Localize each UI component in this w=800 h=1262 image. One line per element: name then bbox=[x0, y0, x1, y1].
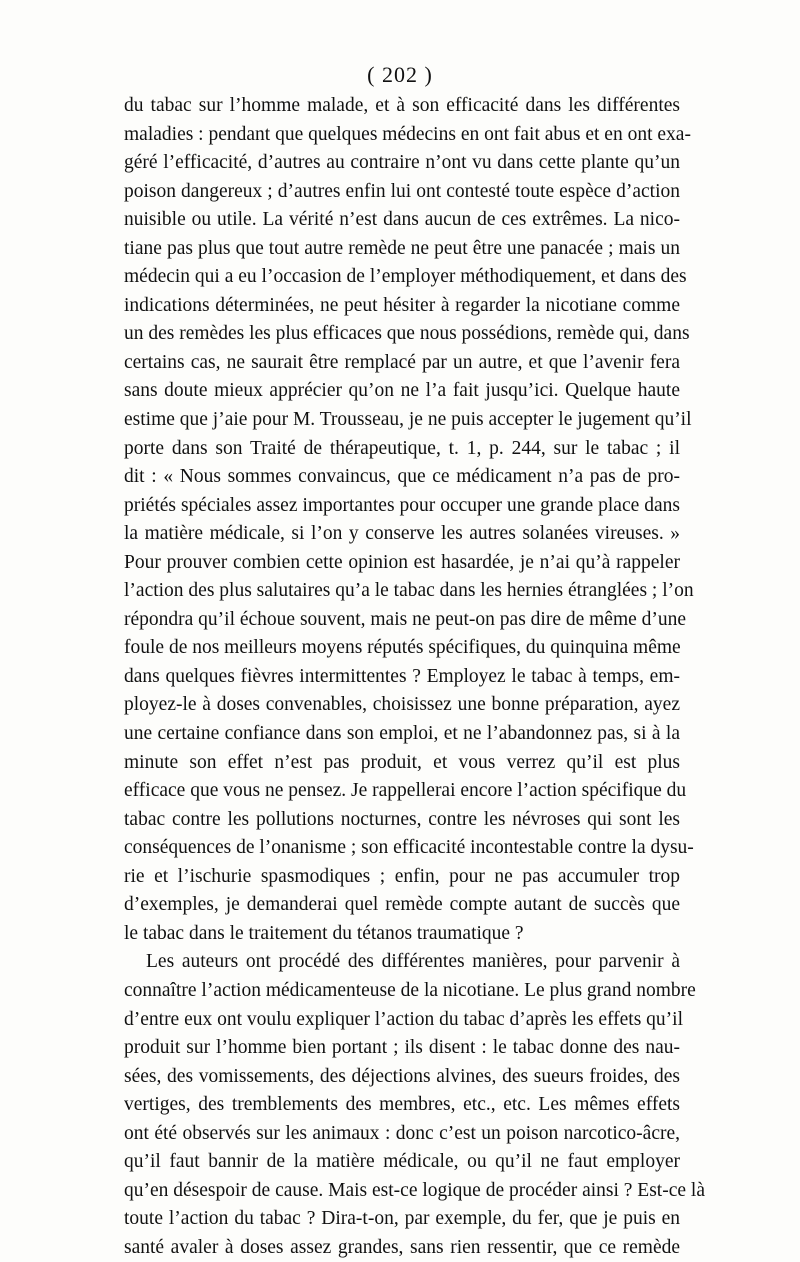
text-line: ont été observés sur les animaux : donc c’est un poison narcotico-âcre, bbox=[124, 1122, 680, 1144]
text-line: certains cas, ne saurait être remplacé par un autre, et que l’avenir fera bbox=[124, 351, 680, 373]
text-line: dit : « Nous sommes convaincus, que ce médicament n’a pas de pro- bbox=[124, 466, 680, 488]
text-line: d’entre eux ont voulu expliquer l’action du tabac d’après les effets qu’il bbox=[124, 1008, 683, 1030]
text-line: d’exemples, je demanderai quel remède compte autant de succès que bbox=[124, 894, 680, 916]
text-line: qu’il faut bannir de la matière médicale, ou qu’il ne faut employer bbox=[124, 1151, 680, 1173]
text-line: tabac contre les pollutions nocturnes, contre les névroses qui sont les bbox=[124, 808, 680, 830]
text-line: rie et l’ischurie spasmodiques ; enfin, pour ne pas accumuler trop bbox=[124, 865, 680, 887]
text-line: l’action des plus salutaires qu’a le tabac dans les hernies étranglées ; l’on bbox=[124, 580, 694, 602]
text-line: nuisible ou utile. La vérité n’est dans aucun de ces extrêmes. La nico- bbox=[124, 209, 680, 231]
text-line: efficace que vous ne pensez. Je rappellerai encore l’action spécifique du bbox=[124, 780, 687, 802]
text-line: priétés spéciales assez importantes pour occuper une grande place dans bbox=[124, 494, 680, 516]
text-line: conséquences de l’onanisme ; son efficacité incontestable contre la dysu- bbox=[124, 837, 694, 859]
text-line: ployez-le à doses convenables, choisissez une bonne préparation, ayez bbox=[124, 694, 680, 716]
body-text bbox=[124, 92, 705, 1262]
text-line: un des remèdes les plus efficaces que nous possédions, remède qui, dans bbox=[124, 323, 690, 345]
text-line: du tabac sur l’homme malade, et à son efficacité dans les différentes bbox=[124, 95, 680, 116]
text-line: tiane pas plus que tout autre remède ne peut être une panacée ; mais un bbox=[124, 237, 680, 259]
text-line: une certaine confiance dans son emploi, et ne l’abandonnez pas, si à la bbox=[124, 723, 680, 745]
text-line: estime que j’aie pour M. Trousseau, je ne puis accepter le jugement qu’il bbox=[124, 409, 692, 431]
paragraph-start-line: Les auteurs ont procédé des différentes manières, pour parvenir à bbox=[146, 951, 680, 973]
text-line: répondra qu’il échoue souvent, mais ne peut-on pas dire de même d’une bbox=[124, 608, 687, 630]
text-line: indications déterminées, ne peut hésiter à regarder la nicotiane comme bbox=[124, 294, 680, 316]
text-line: santé avaler à doses assez grandes, sans rien ressentir, que ce remède bbox=[124, 1236, 680, 1258]
text-line: porte dans son Traité de thérapeutique, t. 1, p. 244, sur le tabac ; il bbox=[124, 437, 680, 459]
text-line: sées, des vomissements, des déjections alvines, des sueurs froides, des bbox=[124, 1065, 680, 1087]
text-line: dans quelques fièvres intermittentes ? Employez le tabac à temps, em- bbox=[124, 665, 680, 687]
paragraph-end-line: le tabac dans le traitement du tétanos traumatique ? bbox=[124, 922, 524, 944]
text-line: géré l’efficacité, d’autres au contraire n’ont vu dans cette plante qu’un bbox=[124, 152, 680, 174]
text-line: toute l’action du tabac ? Dira-t-on, par exemple, du fer, que je puis en bbox=[124, 1208, 680, 1230]
text-line: médecin qui a eu l’occasion de l’employer méthodiquement, et dans des bbox=[124, 266, 687, 288]
text-line: maladies : pendant que quelques médecins en ont fait abus et en ont exa- bbox=[124, 123, 691, 145]
text-line: vertiges, des tremblements des membres, etc., etc. Les mêmes effets bbox=[124, 1094, 680, 1116]
text-line: foule de nos meilleurs moyens réputés spécifiques, du quinquina même bbox=[124, 637, 681, 659]
text-line: qu’en désespoir de cause. Mais est-ce logique de procéder ainsi ? Est-ce là bbox=[124, 1179, 705, 1201]
text-line: Pour prouver combien cette opinion est hasardée, je n’ai qu’à rappeler bbox=[124, 551, 680, 573]
text-line: produit sur l’homme bien portant ; ils disent : le tabac donne des nau- bbox=[124, 1037, 680, 1059]
page-number: ( 202 ) bbox=[367, 62, 433, 87]
text-line: minute son effet n’est pas produit, et vous verrez qu’il est plus bbox=[124, 751, 680, 773]
text-line: poison dangereux ; d’autres enfin lui ont contesté toute espèce d’action bbox=[124, 180, 680, 202]
text-line: connaître l’action médicamenteuse de la nicotiane. Le plus grand nombre bbox=[124, 979, 696, 1001]
text-line: la matière médicale, si l’on y conserve les autres solanées vireuses. » bbox=[124, 523, 680, 545]
text-line: sans doute mieux apprécier qu’on ne l’a fait jusqu’ici. Quelque haute bbox=[124, 380, 680, 402]
